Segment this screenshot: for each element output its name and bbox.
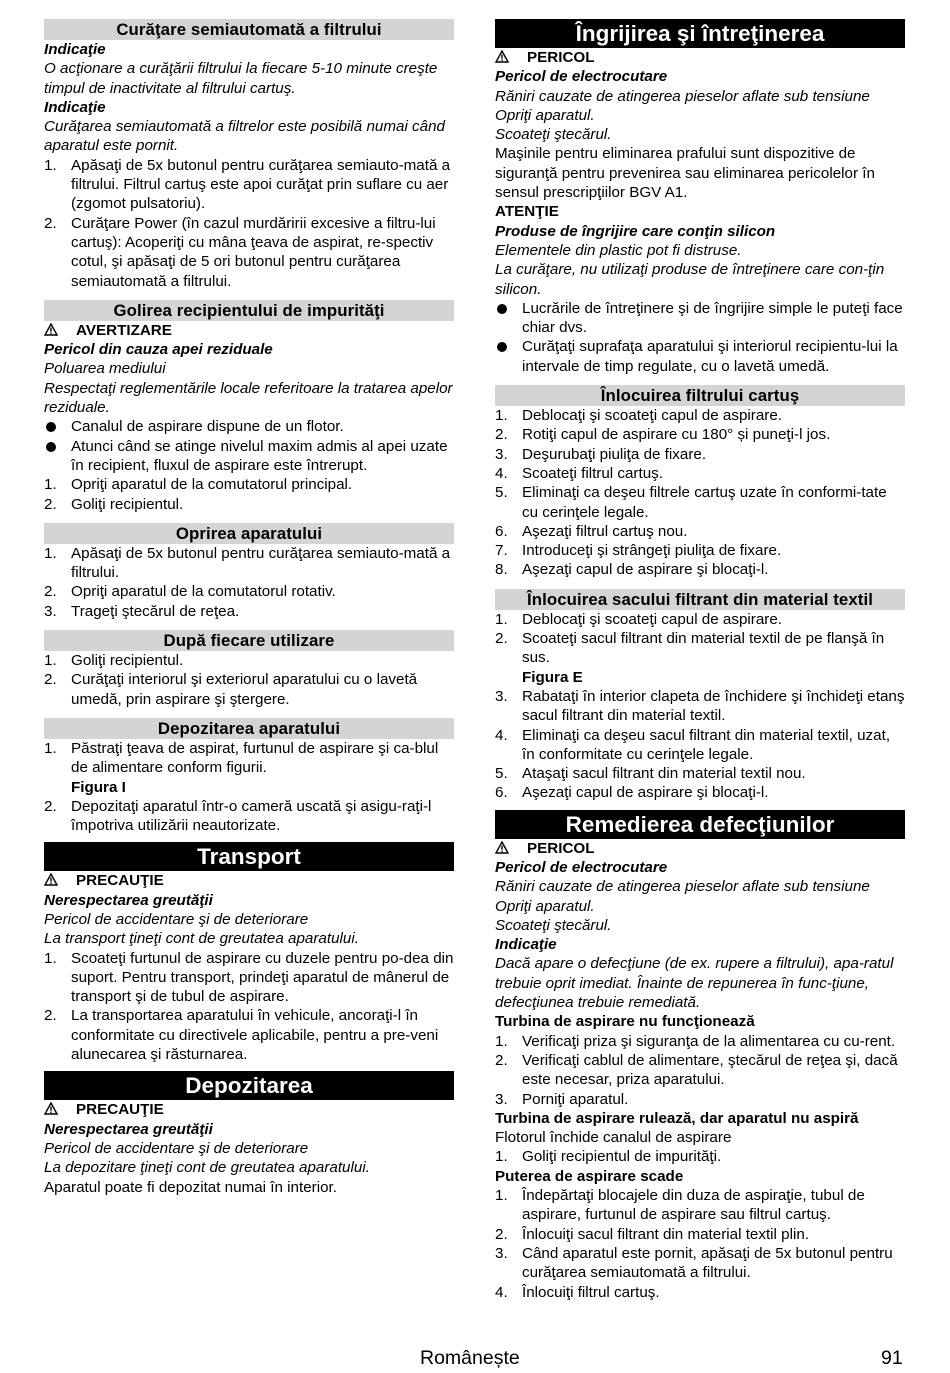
- list-number: 7.: [495, 542, 508, 560]
- list-item-text: Apăsaţi de 5x butonul pentru curăţarea semiauto-mată a filtrului. Filtrul cartuş este apoi curăţat prin suflare cu aer (zgomot pulsatoriu).: [71, 156, 451, 213]
- list-item: [495, 1090, 905, 1109]
- list-item-text: Deblocaţi şi scoateţi capul de aspirare.: [522, 407, 783, 425]
- italic-note: Pericol de accidentare şi de deteriorare: [44, 1139, 309, 1157]
- numbered-list: [495, 610, 905, 668]
- list-item: [44, 1006, 454, 1064]
- italic-note: La curăţare, nu utilizaţi produse de întreţinere care con-ţin silicon.: [495, 261, 885, 298]
- list-number: 5.: [495, 765, 508, 783]
- list-item: [495, 1244, 905, 1283]
- italic-note: Scoateţi ştecărul.: [495, 126, 612, 144]
- list-item: [495, 337, 905, 376]
- list-number: 2.: [44, 797, 57, 815]
- list-item-text: Păstraţi ţeava de aspirat, furtunul de aspirare şi ca-blul de alimentare conform figurii.: [71, 739, 439, 777]
- warning-text: AVERTIZARE: [76, 321, 172, 339]
- list-item: [495, 560, 905, 579]
- emphasis-heading: Nerespectarea greutăţii: [44, 891, 213, 909]
- list-number: 2.: [44, 1007, 57, 1025]
- warning-triangle-icon: [495, 50, 509, 63]
- list-number: 3.: [495, 1244, 508, 1262]
- list-number: 1.: [495, 1032, 508, 1050]
- section-heading: Curăţare semiautomată a filtrului: [44, 19, 454, 40]
- list-item-text: Curăţare Power (în cazul murdăririi excesive a filtru-lui cartuş): Acoperiţi cu mâna ţeava de aspirat, re-spectiv cotul, şi apăsaţi de 5 ori butonul pentru curăţarea semiautomată a filtrului.: [71, 214, 436, 290]
- list-number: 6.: [495, 522, 508, 540]
- list-number: 2.: [495, 630, 508, 648]
- list-item: [44, 651, 454, 670]
- section-heading: Înlocuirea filtrului cartuş: [495, 385, 905, 406]
- list-item-text: Înlocuiţi filtrul cartuş.: [522, 1283, 660, 1301]
- list-number: 3.: [495, 445, 508, 463]
- list-item-text: Eliminaţi ca deşeu sacul filtrant din material textil, uzat, în conformitate cu cerinţele legale.: [522, 726, 891, 763]
- numbered-list: [44, 156, 454, 291]
- warning-text: PRECAUŢIE: [76, 1101, 164, 1119]
- list-number: 5.: [495, 484, 508, 502]
- list-item-text: Eliminaţi ca deşeu filtrele cartuş uzate în conformi-tate cu cerinţele legale.: [522, 484, 887, 521]
- list-number: 2.: [495, 426, 508, 444]
- figure-reference: Figura I: [71, 778, 126, 796]
- list-item: [44, 417, 454, 436]
- list-number: 1.: [44, 476, 57, 494]
- paragraph: Aparatul poate fi depozitat numai în interior.: [44, 1178, 337, 1196]
- list-item: [495, 522, 905, 541]
- subheading: ATENŢIE: [495, 203, 559, 221]
- list-item-text: Opriţi aparatul de la comutatorul rotativ.: [71, 583, 336, 601]
- numbered-list: [495, 1032, 905, 1109]
- paragraph: Maşinile pentru eliminarea prafului sunt dispozitive de siguranţă pentru prevenirea sau eliminarea pericolelor în sensul prescripţiilor BGV A1.: [495, 145, 875, 202]
- list-item: [495, 783, 905, 802]
- italic-note: Opriţi aparatul.: [495, 106, 595, 124]
- list-item: [495, 764, 905, 783]
- list-item-text: Deblocaţi şi scoateţi capul de aspirare.: [522, 610, 783, 628]
- list-number: 1.: [44, 949, 57, 967]
- list-item-text: Rotiţi capul de aspirare cu 180° și puneţi-l jos.: [522, 426, 831, 444]
- list-item: [44, 797, 454, 836]
- list-number: 1.: [495, 1148, 508, 1166]
- list-item: [495, 1225, 905, 1244]
- numbered-list: [44, 739, 454, 778]
- list-item: [495, 425, 905, 444]
- list-number: 2.: [44, 214, 57, 232]
- list-item-text: Curăţaţi suprafaţa aparatului şi interiorul recipientu-lui la intervale de timp regulate, cu o lavetă umedă.: [522, 338, 898, 375]
- list-number: 1.: [495, 407, 508, 425]
- list-number: 1.: [44, 739, 57, 757]
- italic-note: Dacă apare o defecţiune (de ex. rupere a filtrului), apa-ratul trebuie oprit imediat. Înainte de repunerea în func-ţiune, defecţiunea trebuie remediată.: [495, 955, 894, 1012]
- warning-text: PRECAUŢIE: [76, 872, 164, 890]
- list-number: 8.: [495, 561, 508, 579]
- list-item: [44, 739, 454, 778]
- chapter-heading: Depozitarea: [44, 1071, 454, 1100]
- list-item: [495, 299, 905, 338]
- italic-note: Opriţi aparatul.: [495, 897, 595, 915]
- list-item: [44, 670, 454, 709]
- list-number: 1.: [44, 156, 57, 174]
- list-number: 2.: [44, 495, 57, 513]
- list-number: 2.: [495, 1051, 508, 1069]
- list-number: 4.: [495, 726, 508, 744]
- list-item-text: Canalul de aspirare dispune de un flotor.: [71, 418, 344, 436]
- subheading: Puterea de aspirare scade: [495, 1167, 684, 1185]
- list-number: 3.: [44, 602, 57, 620]
- left-column: [44, 19, 454, 1197]
- list-item: [44, 949, 454, 1007]
- warning-label: [44, 1100, 454, 1119]
- italic-note: Răniri cauzate de atingerea pieselor aflate sub tensiune: [495, 87, 870, 105]
- list-item-text: Aşezaţi filtrul cartuş nou.: [522, 522, 688, 540]
- warning-text: PERICOL: [527, 49, 595, 66]
- warning-triangle-icon: [495, 841, 509, 854]
- numbered-list: [44, 544, 454, 621]
- section-heading: Depozitarea aparatului: [44, 718, 454, 739]
- chapter-heading: Transport: [44, 842, 454, 871]
- list-item-text: Lucrările de întreţinere şi de îngrijire simple le puteţi face chiar dvs.: [522, 299, 903, 337]
- bullet-icon: [497, 304, 507, 314]
- list-number: 3.: [495, 687, 508, 705]
- warning-label: [44, 871, 454, 890]
- numbered-list: [495, 1186, 905, 1302]
- numbered-list: [44, 797, 454, 836]
- list-number: 1.: [44, 544, 57, 562]
- list-item-text: Când aparatul este pornit, apăsaţi de 5x butonul pentru curăţarea semiautomată a filtrului.: [522, 1244, 893, 1282]
- list-number: 2.: [44, 583, 57, 601]
- list-item-text: Aşezaţi capul de aspirare şi blocaţi-l.: [522, 784, 769, 802]
- list-item: [495, 610, 905, 629]
- list-item-text: Porniţi aparatul.: [522, 1090, 629, 1108]
- right-column: [495, 19, 905, 1302]
- list-item-text: Scoateţi sacul filtrant din material textil de pe flanşă în sus.: [522, 630, 885, 667]
- list-item-text: Scoateţi filtrul cartuş.: [522, 464, 663, 482]
- list-item: [495, 629, 905, 668]
- emphasis-heading: Pericol de electrocutare: [495, 858, 668, 876]
- list-item-text: Scoateţi furtunul de aspirare cu duzele pentru po-dea din suport. Pentru transport, prindeţi aparatul de mânerul de transport şi de tubul de aspirare.: [71, 949, 454, 1006]
- emphasis-heading: Nerespectarea greutăţii: [44, 1120, 213, 1138]
- list-item-text: Îndepărtaţi blocajele din duza de aspiraţie, tubul de aspirare, furtunul de aspirare sau filtrul cartuş.: [522, 1187, 865, 1224]
- italic-note: La transport ţineţi cont de greutatea aparatului.: [44, 930, 359, 948]
- list-item: [44, 495, 454, 514]
- numbered-list: [495, 1147, 905, 1166]
- list-item: [495, 1032, 905, 1051]
- warning-label: [495, 839, 905, 858]
- bullet-icon: [46, 422, 56, 432]
- list-item-text: Atunci când se atinge nivelul maxim admis al apei uzate în recipient, fluxul de aspirare este întrerupt.: [71, 437, 448, 474]
- list-number: 1.: [495, 610, 508, 628]
- section-heading: Înlocuirea sacului filtrant din material textil: [495, 589, 905, 610]
- list-item-text: Ataşaţi sacul filtrant din material textil nou.: [522, 765, 806, 783]
- list-item-text: La transportarea aparatului în vehicule, ancoraţi-l în conformitate cu directivele aplicabile, pentru a pre-veni alunecarea şi răsturnarea.: [71, 1007, 439, 1064]
- list-number: 1.: [495, 1187, 508, 1205]
- list-item: [495, 1147, 905, 1166]
- list-item: [495, 406, 905, 425]
- list-item-text: Înlocuiţi sacul filtrant din material textil plin.: [522, 1225, 809, 1243]
- list-item-text: Verificaţi cablul de alimentare, ştecărul de reţea şi, dacă este necesar, priza aparatului.: [522, 1051, 898, 1089]
- subheading: Turbina de aspirare rulează, dar aparatul nu aspiră: [495, 1109, 859, 1127]
- italic-note: Pericol de accidentare şi de deteriorare: [44, 910, 309, 928]
- list-item: [495, 1186, 905, 1225]
- list-item: [44, 544, 454, 583]
- list-item: [44, 437, 454, 476]
- list-item: [495, 687, 905, 726]
- numbered-list: [495, 687, 905, 803]
- list-item-text: Aşezaţi capul de aspirare şi blocaţi-l.: [522, 561, 769, 579]
- list-item: [495, 464, 905, 483]
- list-number: 6.: [495, 784, 508, 802]
- list-number: 4.: [495, 464, 508, 482]
- italic-note: O acţionare a curăţării filtrului la fiecare 5-10 minute creşte timpul de inactivitate al filtrului cartuş.: [44, 60, 438, 97]
- list-item: [495, 445, 905, 464]
- italic-note: Elementele din plastic pot fi distruse.: [495, 241, 742, 259]
- list-item-text: Rabataţi în interior clapeta de închidere şi închideţi etanş sacul filtrant din material textil.: [522, 687, 905, 725]
- warning-triangle-icon: [44, 873, 58, 886]
- list-item: [495, 541, 905, 560]
- emphasis-heading: Indicaţie: [44, 41, 106, 58]
- warning-label: [44, 321, 454, 340]
- page-number: 91: [881, 1347, 903, 1369]
- italic-note: La depozitare ţineţi cont de greutatea aparatului.: [44, 1159, 370, 1177]
- bullet-list: [44, 417, 454, 475]
- warning-triangle-icon: [44, 323, 58, 336]
- bullet-list: [495, 299, 905, 376]
- list-item: [495, 1283, 905, 1302]
- list-item: [44, 214, 454, 291]
- emphasis-heading: Indicaţie: [44, 98, 106, 116]
- list-item-text: Apăsaţi de 5x butonul pentru curăţarea semiauto-mată a filtrului.: [71, 544, 451, 582]
- section-heading: Golirea recipientului de impurităţi: [44, 300, 454, 321]
- italic-note: Scoateţi ştecărul.: [495, 916, 612, 934]
- bullet-icon: [497, 342, 507, 352]
- numbered-list: [495, 406, 905, 580]
- list-item: [44, 582, 454, 601]
- chapter-heading: Îngrijirea şi întreţinerea: [495, 19, 905, 48]
- numbered-list: [44, 949, 454, 1065]
- footer-language: Românește: [420, 1347, 520, 1369]
- emphasis-heading: Pericol din cauza apei reziduale: [44, 341, 273, 359]
- list-item: [44, 602, 454, 621]
- list-item-text: Opriţi aparatul de la comutatorul principal.: [71, 476, 353, 494]
- list-item-text: Goliţi recipientul.: [71, 652, 184, 670]
- list-item-text: Trageţi ştecărul de reţea.: [71, 602, 240, 620]
- list-item: [44, 156, 454, 214]
- italic-note: Răniri cauzate de atingerea pieselor aflate sub tensiune: [495, 878, 870, 896]
- list-item: [495, 726, 905, 765]
- italic-note: Curăţarea semiautomată a filtrelor este posibilă numai când aparatul este pornit.: [44, 118, 445, 155]
- figure-reference: Figura E: [522, 668, 583, 686]
- warning-label: [495, 48, 905, 67]
- paragraph: Flotorul închide canalul de aspirare: [495, 1129, 732, 1147]
- list-item: [495, 1051, 905, 1090]
- chapter-heading: Remedierea defecţiunilor: [495, 810, 905, 839]
- section-heading: După fiecare utilizare: [44, 630, 454, 651]
- warning-triangle-icon: [44, 1102, 58, 1115]
- list-number: 3.: [495, 1090, 508, 1108]
- list-item-text: Deşurubaţi piuliţa de fixare.: [522, 445, 707, 463]
- list-number: 1.: [44, 652, 57, 670]
- list-item-text: Curăţaţi interiorul şi exteriorul aparatului cu o lavetă umedă, prin aspirare şi ştergere.: [71, 671, 418, 708]
- warning-text: PERICOL: [527, 839, 595, 857]
- list-item-text: Goliţi recipientul de impurităţi.: [522, 1148, 722, 1166]
- emphasis-heading: Indicaţie: [495, 936, 557, 954]
- italic-note: Poluarea mediului: [44, 360, 166, 378]
- list-item-text: Verificaţi priza şi siguranţa de la alimentarea cu cu-rent.: [522, 1032, 896, 1050]
- numbered-list: [44, 475, 454, 514]
- list-item: [495, 483, 905, 522]
- list-item-text: Depozitaţi aparatul într-o cameră uscată şi asigu-raţi-l împotriva utilizării neautorizate.: [71, 797, 432, 835]
- list-item-text: Goliţi recipientul.: [71, 495, 184, 513]
- list-number: 4.: [495, 1283, 508, 1301]
- list-item-text: Introduceţi şi strângeţi piuliţa de fixare.: [522, 542, 782, 560]
- emphasis-heading: Pericol de electrocutare: [495, 68, 668, 86]
- list-number: 2.: [495, 1225, 508, 1243]
- emphasis-heading: Produse de îngrijire care conţin silicon: [495, 222, 776, 240]
- section-heading: Oprirea aparatului: [44, 523, 454, 544]
- subheading: Turbina de aspirare nu funcţionează: [495, 1013, 755, 1031]
- numbered-list: [44, 651, 454, 709]
- list-number: 2.: [44, 671, 57, 689]
- list-item: [44, 475, 454, 494]
- bullet-icon: [46, 442, 56, 452]
- italic-note: Respectaţi reglementările locale referitoare la tratarea apelor reziduale.: [44, 379, 453, 417]
